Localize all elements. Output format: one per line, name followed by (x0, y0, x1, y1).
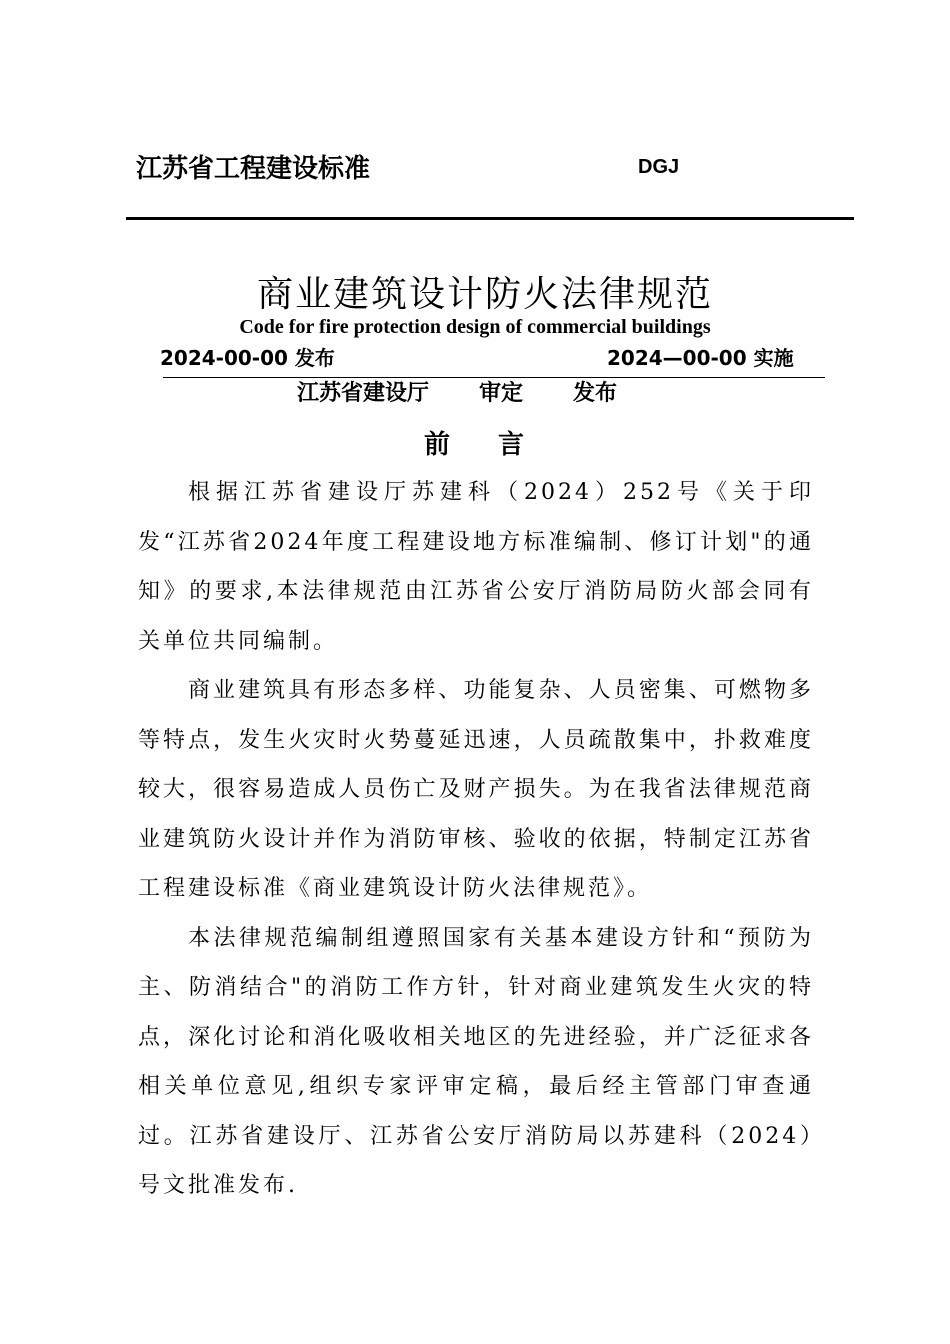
issuer-line (297, 376, 617, 407)
document-title: 商业建筑设计防火法律规范 (256, 274, 713, 315)
issuer-publish: 发布 (573, 381, 618, 406)
preface-title: 前言 (424, 430, 573, 460)
standard-code: DGJ (638, 156, 680, 178)
issuer-approve: 审定 (479, 381, 524, 406)
document-title-english: Code for fire protection design of commercial buildings (239, 316, 711, 338)
standard-label: 江苏省工程建设标准 (136, 154, 371, 184)
preface-paragraph: 商业建筑具有形态多样、功能复杂、人员密集、可燃物多等特点，发生火灾时火势蔓延迅速，人员疏散集中，扑救难度较大，很容易造成人员伤亡及财产损失。为在我省法律规范商业建筑防火设计并作为消防审核、验收的依据，特制定江苏省工程建设标准《商业建筑设计防火法律规范》。 (138, 678, 814, 901)
preface-paragraph: 本法律规范编制组遵照国家有关基本建设方针和“预防为主、防消结合"的消防工作方针，针对商业建筑发生火灾的特点，深化讨论和消化吸收相关地区的先进经验，并广泛征求各相关单位意见,组织专家评审定稿，最后经主管部门审查通过。江苏省建设厅、江苏省公安厅消防局以苏建科（2024） 号文批准发布. (138, 925, 865, 1198)
issuer-name: 江苏省建设厅 (297, 381, 430, 406)
implement-date: 2024—00-00 实施 (607, 346, 794, 370)
header-divider (126, 217, 854, 220)
publish-date: 2024-00-00 发布 (160, 346, 335, 370)
preface-body (138, 468, 865, 1211)
preface-paragraph: 根据江苏省建设厅苏建科（2024）252号《关于印发“江苏省2024年度工程建设地方标准编制、修订计划"的通知》的要求,本法律规范由江苏省公安厅消防局防火部会同有关单位共同编制。 (138, 480, 814, 654)
